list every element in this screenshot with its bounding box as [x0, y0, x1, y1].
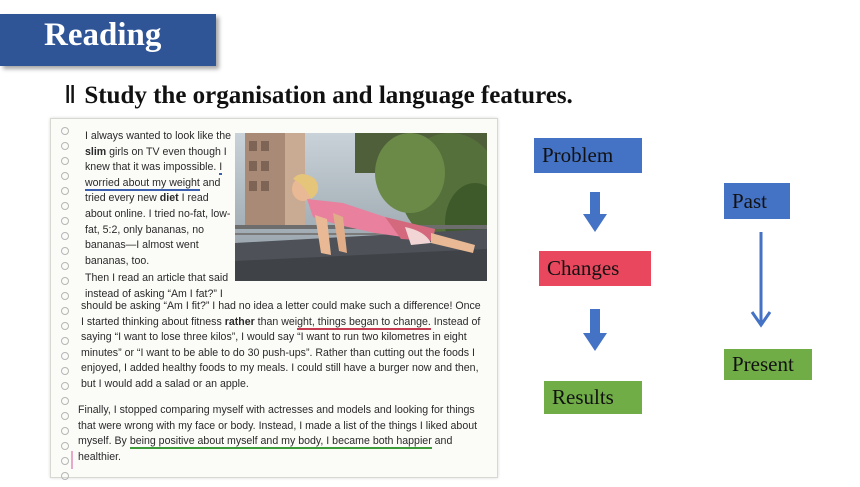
- pushup-photo: [235, 133, 487, 281]
- past-box: Past: [724, 183, 790, 219]
- underline-results: being positive about myself and my body, I became both happier: [129, 435, 432, 448]
- page-edge-mark: [71, 451, 73, 469]
- article-paragraph-3: should be asking “Am I fit?” I had no idea a letter could make such a difference! Once I started thinking about fitness rather than weight, things began to change. Instead of saying “I want to lose three kilos”, I would say “I want to run two kilometres in eight minutes” or “I want to be able to do 30 push-ups”. Rather than cutting out the foods I enjoyed, I added healthy foods to my meals. I could still have a burger now and then, but I would add a salad or an apple.: [81, 300, 481, 390]
- results-box: Results: [544, 381, 642, 414]
- changes-box: Changes: [539, 251, 651, 286]
- article-paragraph-1: I always wanted to look like the slim girls on TV even though I knew that it was impossible. I worried about my weight and tried every new diet I read about online. I tried no-fat, low-fat, 5:2, only bananas, no bananas—I almost went bananas, too.: [85, 130, 232, 267]
- underline-problem: I worried about my weight: [85, 161, 223, 189]
- problem-box: Problem: [534, 138, 642, 173]
- slide-title: Reading: [44, 17, 162, 53]
- arrow-down-icon: [583, 192, 607, 232]
- slide-subtitle: [64, 80, 573, 110]
- binder-holes: [61, 127, 69, 487]
- underline-changes: ght, things began to change.: [297, 315, 431, 328]
- article-paragraph-4: Finally, I stopped comparing myself with actresses and models and looking for things that were wrong with my face or body. Instead, I made a list of the things I liked about myself. By being positive about myself and my body, I became both happier and healthier.: [78, 404, 478, 463]
- thin-arrow-down-icon: [750, 232, 772, 328]
- section-numeral: Ⅱ: [64, 82, 77, 109]
- present-box: Present: [724, 349, 812, 380]
- article-scan: [50, 118, 498, 478]
- subtitle-text: Study the organisation and language features.: [84, 82, 573, 109]
- article-paragraph-2: Then I read an article that said instead of asking “Am I fat?” I: [85, 272, 229, 300]
- arrow-down-icon: [583, 309, 607, 351]
